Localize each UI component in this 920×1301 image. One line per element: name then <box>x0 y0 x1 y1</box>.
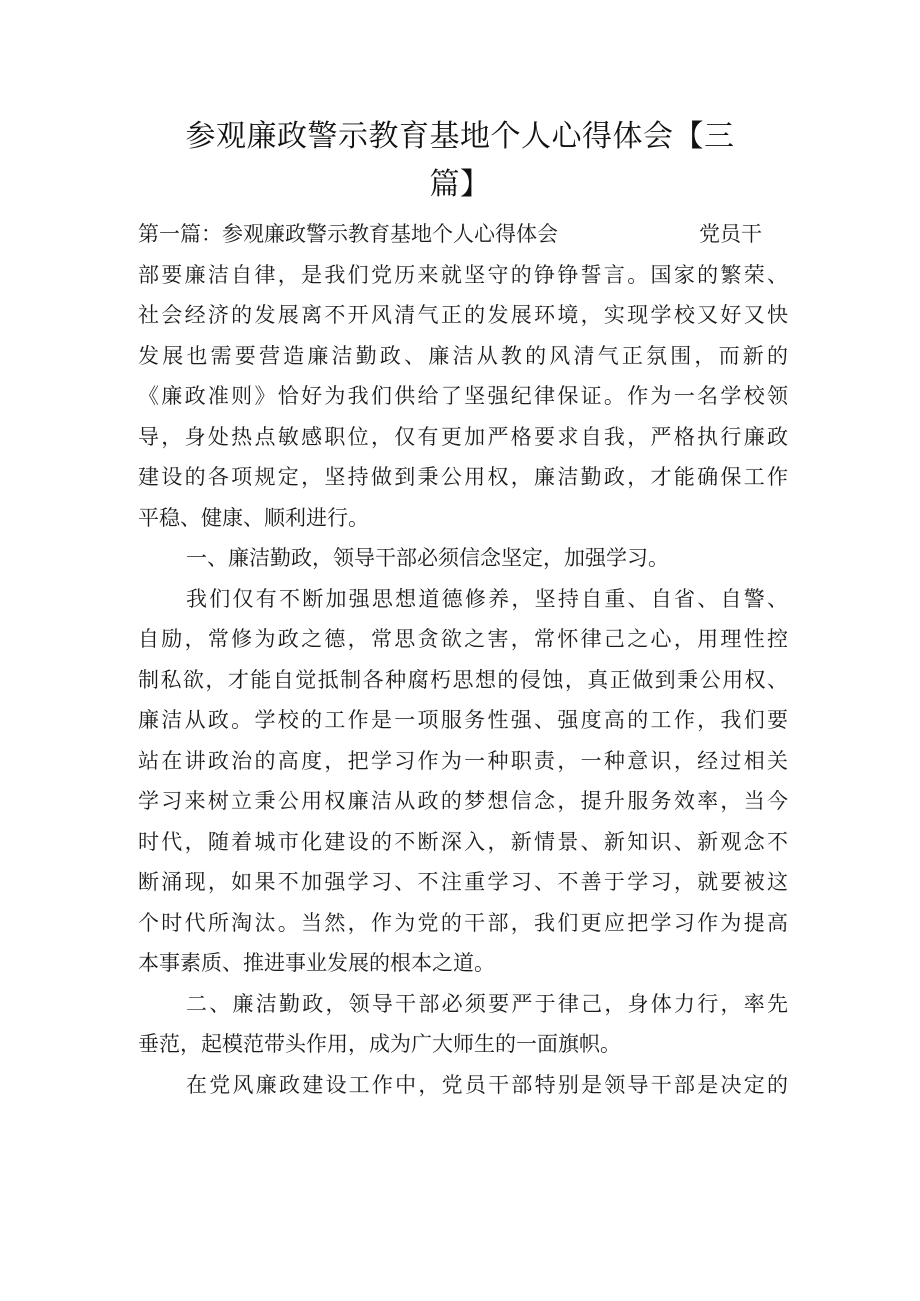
paragraph-line: 部要廉洁自律，是我们党历来就坚守的铮铮誓言。国家的繁荣、 <box>138 262 788 287</box>
paragraph-line: 学习来树立秉公用权廉洁从政的梦想信念，提升服务效率，当今 <box>138 789 788 813</box>
paragraph-line: 站在讲政治的高度，把学习作为一种职责，一种意识，经过相关 <box>138 748 788 773</box>
paragraph-line: 个时代所淘汰。当然，作为党的干部，我们更应把学习作为提高 <box>138 910 788 935</box>
first-section-heading <box>138 214 788 255</box>
paragraph-line: 在党风廉政建设工作中，党员干部特别是领导干部是决定的 <box>186 1072 788 1097</box>
paragraph-line: 制私欲，才能自觉抵制各种腐朽思想的侵蚀，真正做到秉公用权、 <box>138 667 788 692</box>
paragraph-line: 社会经济的发展离不开风清气正的发展环境，实现学校又好又快 <box>138 303 788 327</box>
paragraph-line: 我们仅有不断加强思想道德修养，坚持自重、自省、自警、 <box>186 586 788 611</box>
section-heading-text: 第一篇：参观廉政警示教育基地个人心得体会 <box>138 222 558 246</box>
paragraph-line: 《廉政准则》恰好为我们供给了坚强纪律保证。作为一名学校领 <box>138 384 788 408</box>
paragraph-line: 建设的各项规定，坚持做到秉公用权，廉洁勤政，才能确保工作 <box>138 465 788 489</box>
paragraph-line: 平稳、健康、顺利进行。 <box>138 505 369 530</box>
section-heading-one: 一、廉洁勤政，领导干部必须信念坚定，加强学习。 <box>186 546 669 570</box>
paragraph-line: 自励，常修为政之德，常思贪欲之害，常怀律己之心，用理性控 <box>138 627 788 651</box>
section-heading-two-cont: 垂范，起模范带头作用，成为广大师生的一面旗帜。 <box>138 1032 621 1056</box>
paragraph-line: 导，身处热点敏感职位，仅有更加严格要求自我，严格执行廉政 <box>138 424 788 449</box>
paragraph-line: 本事素质、推进事业发展的根本之道。 <box>138 951 495 975</box>
document-body <box>138 214 788 1105</box>
paragraph-line: 发展也需要营造廉洁勤政、廉洁从教的风清气正氛围，而新的 <box>138 343 788 368</box>
heading-tail-text: 党员干 <box>699 222 762 246</box>
paragraph-line: 廉洁从政。学校的工作是一项服务性强、强度高的工作，我们要 <box>138 708 788 732</box>
document-title-line-1: 参观廉政警示教育基地个人心得体会【三 <box>185 119 735 154</box>
section-heading-two: 二、廉洁勤政，领导干部必须要严于律己，身体力行，率先 <box>186 991 788 1016</box>
paragraph-line: 断涌现，如果不加强学习、不注重学习、不善于学习，就要被这 <box>138 870 788 894</box>
document-title-line-2: 篇】 <box>429 167 491 202</box>
paragraph-line: 时代，随着城市化建设的不断深入，新情景、新知识、新观念不 <box>138 829 788 854</box>
